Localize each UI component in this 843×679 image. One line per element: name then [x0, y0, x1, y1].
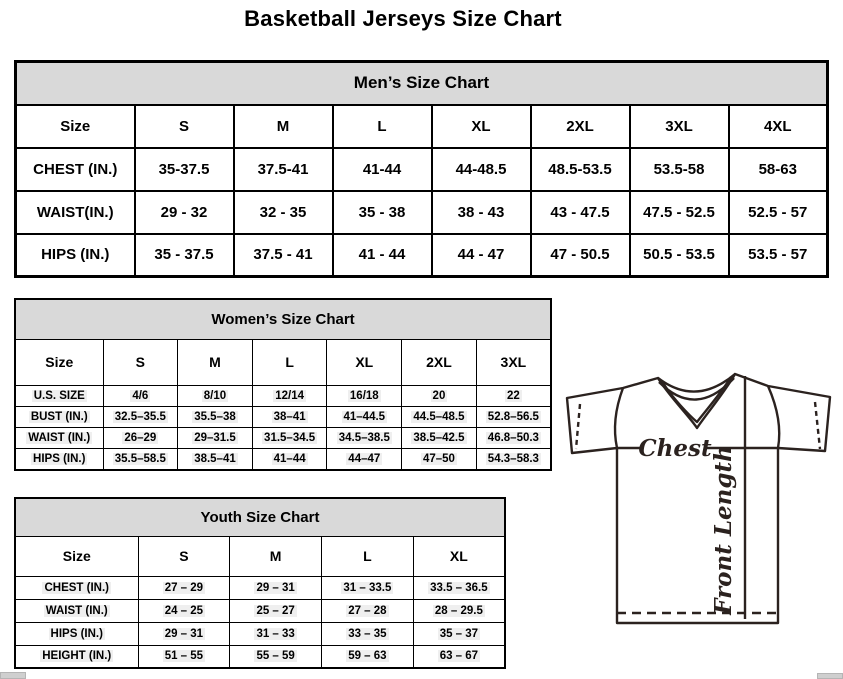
- column-header: Size: [15, 536, 138, 576]
- column-header: M: [230, 536, 322, 576]
- table-header-row: [15, 339, 551, 385]
- mens-size-table: [14, 60, 829, 278]
- youth-size-table: [14, 497, 506, 669]
- size-cell: 31 – 33.5: [322, 576, 414, 599]
- size-cell: 50.5 - 53.5: [630, 234, 729, 277]
- chest-label: Chest: [638, 435, 712, 462]
- womens-size-table: [14, 298, 552, 471]
- jersey-measurement-diagram: [555, 365, 843, 630]
- size-cell: 51 – 55: [138, 645, 230, 668]
- size-cell: 47.5 - 52.5: [630, 191, 729, 234]
- size-cell: 53.5 - 57: [729, 234, 828, 277]
- table-row: [16, 191, 828, 234]
- table-header-row: [15, 536, 505, 576]
- size-cell: 26–29: [103, 428, 178, 449]
- column-header: 3XL: [476, 339, 551, 385]
- size-cell: 35.5–58.5: [103, 449, 178, 470]
- table-caption: Youth Size Chart: [15, 498, 505, 536]
- size-cell: 54.3–58.3: [476, 449, 551, 470]
- table-row: [16, 148, 828, 191]
- column-header: 2XL: [402, 339, 477, 385]
- size-cell: 41–44.5: [327, 406, 402, 427]
- row-label: BUST (IN.): [15, 406, 103, 427]
- size-cell: 44-48.5: [432, 148, 531, 191]
- size-cell: 63 – 67: [413, 645, 505, 668]
- table-caption: Men’s Size Chart: [16, 62, 828, 105]
- column-header: S: [103, 339, 178, 385]
- size-cell: 33 – 35: [322, 622, 414, 645]
- size-cell: 44–47: [327, 449, 402, 470]
- size-cell: 47 - 50.5: [531, 234, 630, 277]
- column-header: 2XL: [531, 105, 630, 148]
- size-cell: 46.8–50.3: [476, 428, 551, 449]
- column-header: S: [138, 536, 230, 576]
- column-header: L: [252, 339, 327, 385]
- column-header: XL: [432, 105, 531, 148]
- column-header: Size: [16, 105, 135, 148]
- column-header: M: [234, 105, 333, 148]
- row-label: WAIST(IN.): [16, 191, 135, 234]
- size-cell: 31 – 33: [230, 622, 322, 645]
- table-row: [15, 385, 551, 406]
- page-title: Basketball Jerseys Size Chart: [244, 6, 562, 31]
- size-cell: 16/18: [327, 385, 402, 406]
- column-header: S: [135, 105, 234, 148]
- size-cell: 27 – 28: [322, 599, 414, 622]
- table-row: [15, 599, 505, 622]
- size-cell: 32.5–35.5: [103, 406, 178, 427]
- row-label: HIPS (IN.): [15, 449, 103, 470]
- size-cell: 34.5–38.5: [327, 428, 402, 449]
- size-cell: 37.5 - 41: [234, 234, 333, 277]
- column-header: Size: [15, 339, 103, 385]
- row-label: HIPS (IN.): [16, 234, 135, 277]
- size-cell: 31.5–34.5: [252, 428, 327, 449]
- row-label: HEIGHT (IN.): [15, 645, 138, 668]
- table-row: [15, 622, 505, 645]
- row-label: CHEST (IN.): [16, 148, 135, 191]
- table-row: [15, 576, 505, 599]
- size-cell: 38–41: [252, 406, 327, 427]
- size-cell: 12/14: [252, 385, 327, 406]
- size-cell: 35 - 37.5: [135, 234, 234, 277]
- size-cell: 59 – 63: [322, 645, 414, 668]
- size-cell: 41 - 44: [333, 234, 432, 277]
- horizontal-scrollbar-fragment-right[interactable]: [817, 673, 843, 679]
- front-length-label: Front Length: [710, 445, 737, 615]
- size-cell: 35-37.5: [135, 148, 234, 191]
- column-header: M: [178, 339, 253, 385]
- size-cell: 55 – 59: [230, 645, 322, 668]
- size-cell: 35.5–38: [178, 406, 253, 427]
- size-cell: 33.5 – 36.5: [413, 576, 505, 599]
- row-label: WAIST (IN.): [15, 599, 138, 622]
- size-cell: 44 - 47: [432, 234, 531, 277]
- column-header: XL: [327, 339, 402, 385]
- size-cell: 29–31.5: [178, 428, 253, 449]
- table-caption-row: [15, 299, 551, 339]
- size-cell: 35 – 37: [413, 622, 505, 645]
- size-cell: 53.5-58: [630, 148, 729, 191]
- table-row: [15, 406, 551, 427]
- column-header: 4XL: [729, 105, 828, 148]
- horizontal-scrollbar-fragment-left[interactable]: [0, 672, 26, 679]
- table-row: [15, 449, 551, 470]
- size-cell: 52.8–56.5: [476, 406, 551, 427]
- table-row: [16, 234, 828, 277]
- size-cell: 47–50: [402, 449, 477, 470]
- row-label: CHEST (IN.): [15, 576, 138, 599]
- row-label: HIPS (IN.): [15, 622, 138, 645]
- table-caption-row: [16, 62, 828, 105]
- size-cell: 29 – 31: [230, 576, 322, 599]
- size-cell: 43 - 47.5: [531, 191, 630, 234]
- row-label: U.S. SIZE: [15, 385, 103, 406]
- size-cell: 52.5 - 57: [729, 191, 828, 234]
- row-label: WAIST (IN.): [15, 428, 103, 449]
- size-cell: 48.5-53.5: [531, 148, 630, 191]
- size-cell: 4/6: [103, 385, 178, 406]
- size-cell: 29 - 32: [135, 191, 234, 234]
- size-cell: 27 – 29: [138, 576, 230, 599]
- size-cell: 20: [402, 385, 477, 406]
- size-cell: 38 - 43: [432, 191, 531, 234]
- jersey-outline: [567, 374, 830, 623]
- size-cell: 41-44: [333, 148, 432, 191]
- table-row: [15, 428, 551, 449]
- size-cell: 24 – 25: [138, 599, 230, 622]
- column-header: L: [333, 105, 432, 148]
- size-cell: 22: [476, 385, 551, 406]
- size-cell: 44.5–48.5: [402, 406, 477, 427]
- column-header: L: [322, 536, 414, 576]
- size-cell: 8/10: [178, 385, 253, 406]
- size-cell: 25 – 27: [230, 599, 322, 622]
- size-cell: 38.5–41: [178, 449, 253, 470]
- size-cell: 37.5-41: [234, 148, 333, 191]
- table-caption-row: [15, 498, 505, 536]
- column-header: XL: [413, 536, 505, 576]
- size-cell: 38.5–42.5: [402, 428, 477, 449]
- size-cell: 28 – 29.5: [413, 599, 505, 622]
- table-caption: Women’s Size Chart: [15, 299, 551, 339]
- column-header: 3XL: [630, 105, 729, 148]
- size-cell: 35 - 38: [333, 191, 432, 234]
- size-cell: 41–44: [252, 449, 327, 470]
- table-row: [15, 645, 505, 668]
- size-cell: 29 – 31: [138, 622, 230, 645]
- table-header-row: [16, 105, 828, 148]
- size-cell: 32 - 35: [234, 191, 333, 234]
- size-cell: 58-63: [729, 148, 828, 191]
